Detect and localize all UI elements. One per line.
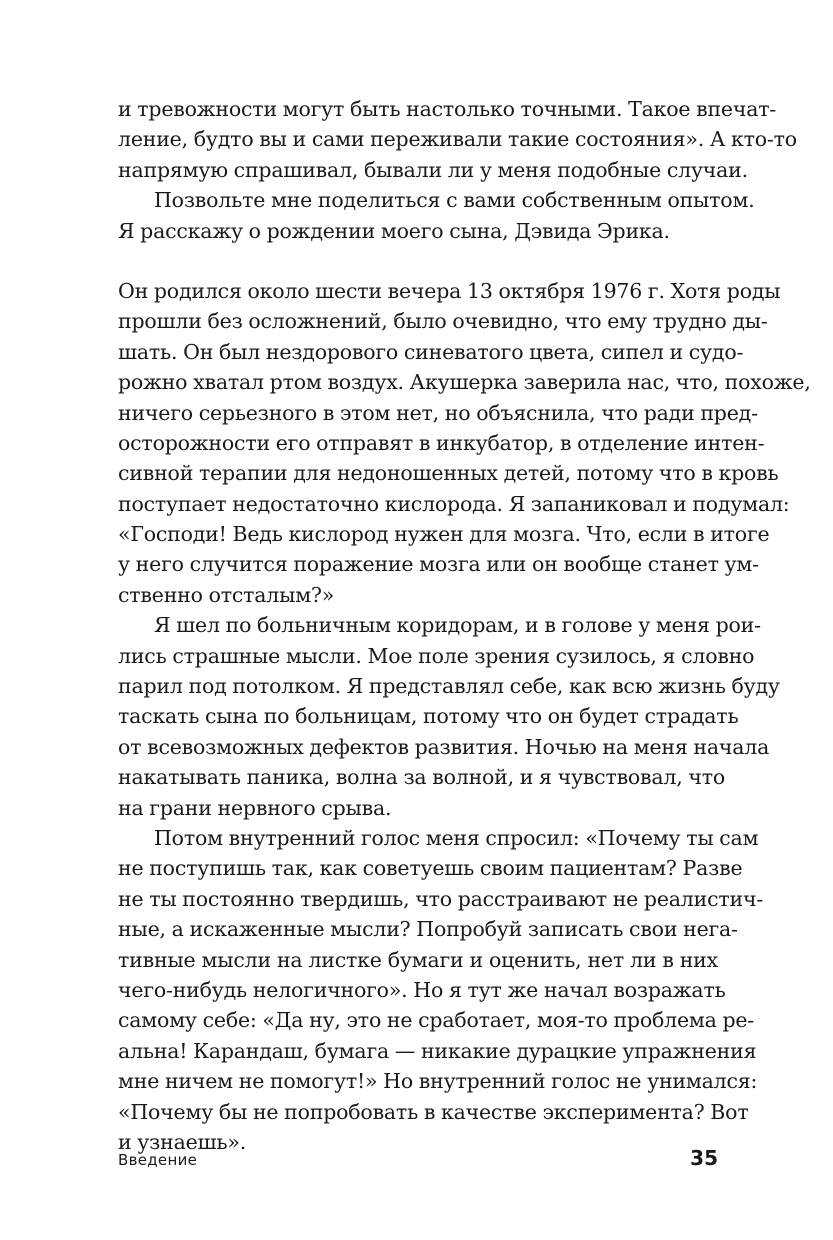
running-footer-section: Введение [118,1151,198,1169]
text-line: сивной терапии для недоношенных детей, потому что в кровь [118,461,779,486]
text-line: Позвольте мне поделиться с вами собственным опытом. [154,188,755,213]
text-line: Я шел по больничным коридорам, и в голове у меня рои- [154,613,761,638]
page-number: 35 [690,1146,718,1170]
text-line: тивные мысли на листке бумаги и оценить, нет ли в них [118,947,718,972]
text-line: ственно отсталым?» [118,582,335,607]
text-line: на грани нервного срыва. [118,795,392,820]
text-line: Он родился около шести вечера 13 октября 1976 г. Хотя роды [118,278,781,303]
page-body [118,94,811,1157]
text-line: напрямую спрашивал, бывали ли у меня подобные случаи. [118,157,748,182]
paragraph-intro-experience [118,185,755,246]
text-line: Я расскажу о рождении моего сына, Дэвида Эрика. [118,218,670,243]
text-line: и узнаешь». [118,1129,247,1154]
text-line: прошли без осложнений, было очевидно, что ему трудно ды- [118,309,768,334]
text-line: «Господи! Ведь кислород нужен для мозга. Что, если в итоге [118,522,770,547]
text-line: мне ничем не помогут!» Но внутренний голос не унимался: [118,1069,758,1094]
text-line: осторожности его отправят в инкубатор, в отделение интен- [118,430,765,455]
text-line: чего-нибудь нелогичного». Но я тут же начал возражать [118,977,726,1002]
text-line: ничего серьезного в этом нет, но объяснила, что ради пред- [118,400,758,425]
text-line: не ты постоянно твердишь, что расстраивают не реалистич- [118,886,764,911]
text-line: от всевозможных дефектов развития. Ночью на меня начала [118,734,770,759]
section-break [118,246,718,276]
text-line: таскать сына по больницам, потому что он будет страдать [118,704,739,729]
text-line: самому себе: «Да ну, это не сработает, моя-то проблема ре- [118,1008,755,1033]
text-line: шать. Он был нездорового синеватого цвета, сипел и судо- [118,339,744,364]
text-line: ные, а искаженные мысли? Попробуй записать свои нега- [118,917,738,942]
text-line: накатывать паника, волна за волной, и я чувствовал, что [118,765,726,790]
text-line: лись страшные мысли. Мое поле зрения сузилось, я словно [118,643,755,668]
paragraph-hospital [118,610,780,823]
text-line: поступает недостаточно кислорода. Я запаниковал и подумал: [118,491,790,516]
text-line: ление, будто вы и сами переживали такие состояния». А кто-то [118,127,797,152]
text-line: и тревожности могут быть настолько точными. Такое впечат- [118,97,777,121]
text-line: не поступишь так, как советуешь своим пациентам? Разве [118,856,743,881]
paragraph-inner-voice [118,823,764,1157]
text-line: «Почему бы не попробовать в качестве эксперимента? Вот [118,1099,749,1124]
text-line: парил под потолком. Я представлял себе, как всю жизнь буду [118,674,780,699]
text-line: Потом внутренний голос меня спросил: «Почему ты сам [154,825,759,850]
text-line: рожно хватал ртом воздух. Акушерка заверила нас, что, похоже, [118,370,811,395]
text-line: альна! Карандаш, бумага — никакие дурацкие упражнения [118,1038,757,1063]
text-line: у него случится поражение мозга или он вообще станет ум- [118,552,759,577]
paragraph-birth [118,276,811,610]
paragraph-continued [118,94,797,185]
